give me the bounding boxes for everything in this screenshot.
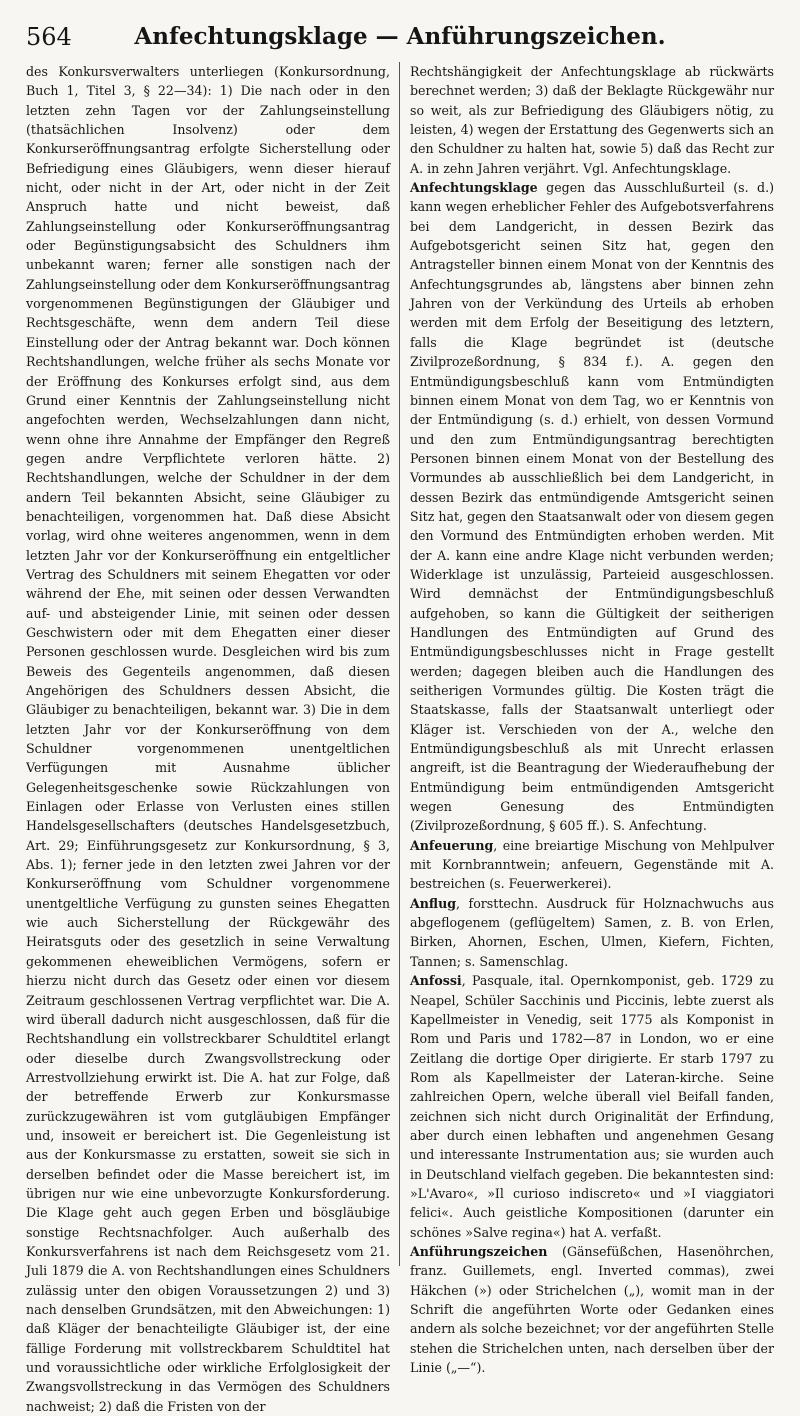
entry-headword: Anfechtungsklage — [410, 180, 538, 196]
dictionary-entry — [410, 178, 774, 836]
entry-body: , Pasquale, ital. Opernkomponist, geb. 1729 zu Neapel, Schüler Sacchinis und Piccinis, lebte zuerst als Kapellmeister in Venedig, seit 1775 als Komponist in Rom und Paris und 1782—87 in London, wo er eine Zeitlang die dortige Oper dirigierte. Er starb 1797 zu Rom als Kapellmeister der Lateran-kirche. Seine zahlreichen Opern, welche überall viel Beifall fanden, zeichnen sich nicht durch Originalität der Erfindung, aber durch einen lebhaften und angenehmen Gesang und interessante Instrumentation aus; sie wurden auch in Deutschland vielfach gegeben. Die bekanntesten sind: »L'Avaro«, »Il curioso indiscreto« und »I viaggiatori felici«. Auch geistliche Kompositionen (darunter ein schönes »Salve regina«) hat A. verfaßt. — [410, 973, 774, 1240]
left-column — [26, 62, 390, 1414]
entry-body: , eine breiartige Mischung von Mehlpulver mit Kornbranntwein; anfeuern, Gegenstände mit A. bestreichen (s. Feuerwerkerei). — [410, 837, 774, 892]
entry-body: gegen das Ausschlußurteil (s. d.) kann wegen erheblicher Fehler des Aufgebotsverfahrens bei dem Landgericht, in dessen Bezirk das Aufgebotsgericht seinen Sitz hat, gegen den Antragsteller binnen einem Monat von der Kenntnis des Anfechtungsgrundes ab, längstens aber binnen zehn Jahren von der Verkündung des Urteils ab erhoben werden mit dem Erfolg der Beseitigung des letztern, falls die Klage begründet ist (deutsche Zivilprozeßordnung, § 834 f.). A. gegen den Entmündigungsbeschluß kann vom Entmündigten binnen einem Monat von dem Tag, wo er Kenntnis von der Entmündigung (s. d.) erhielt, von dessen Vormund und den zum Entmündigungsantrag berechtigten Personen binnen einem Monat von der Bestellung des Vormundes ab ausschließlich bei dem Landgericht, in dessen Bezirk das entmündigende Amtsgericht seinen Sitz hat, gegen den Staatsanwalt oder von diesem gegen den Vormund des Entmündigten erhoben werden. Mit der A. kann eine andre Klage nicht verbunden werden; Widerklage ist unzulässig, Parteieid ausgeschlossen. Wird demnächst der Entmündigungsbeschluß aufgehoben, so kann die Gültigkeit der seitherigen Handlungen des Entmündigten auf Grund des Entmündigungsbeschlusses nicht in Frage gestellt werden; dagegen bleiben auch die Handlungen des seitherigen Vormundes gültig. Die Kosten trägt die Staatskasse, falls der Staatsanwalt unterliegt oder Kläger ist. Verschieden von der A., welche den Entmündigungsbeschluß als mit Unrecht erlassen angreift, ist die Beantragung der Wiederaufhebung der Entmündigung beim entmündigenden Amtsgericht wegen Genesung des Entmündigten (Zivilprozeßordnung, § 605 ff.). S. Anfechtung. — [410, 180, 774, 834]
column-divider — [399, 62, 400, 1266]
right-column — [410, 62, 774, 1376]
dictionary-entry — [410, 971, 774, 1242]
entry-body: , forsttechn. Ausdruck für Holznachwuchs aus abgeflogenem (geflügeltem) Samen, z. B. von Erlen, Birken, Ahornen, Eschen, Ulmen, Kiefern, Fichten, Tannen; s. Samenschlag. — [410, 895, 774, 969]
dictionary-entry — [410, 1242, 774, 1377]
entry-body: (Gänsefüßchen, Hasenöhrchen, franz. Guillemets, engl. Inverted commas), zwei Häkchen (») oder Strichelchen („), womit man in der Schrift die angeführten Worte oder Gedanken eines andern als solche bezeichnet; vor der angeführten Stelle stehen die Strichelchen unten, nach derselben über der Linie („—“). — [410, 1243, 774, 1376]
dictionary-entry — [410, 836, 774, 894]
entry-headword: Anführungszeichen — [410, 1243, 548, 1259]
text-columns — [26, 62, 774, 1414]
entry-headword: Anfeuerung — [410, 837, 494, 853]
page-number: 564 — [26, 23, 72, 51]
entry-headword: Anflug — [410, 895, 457, 911]
page-header — [26, 20, 774, 56]
running-title: Anfechtungsklage — Anführungszeichen. — [134, 23, 666, 50]
left-column-text: des Konkursverwalters unterliegen (Konkursordnung, Buch 1, Titel 3, § 22—34): 1) Die nach oder in den letzten zehn Tagen vor der Zahlungseinstellung (thatsächlichen Insolvenz) oder dem Konkurseröffnungsantrag erfolgte Sicherstellung oder Befriedigung eines Gläubigers, wenn dieser hierauf nicht, oder nicht in der Art, oder nicht in der Zeit Anspruch hatte und nicht beweist, daß Zahlungseinstellung oder Konkurseröffnungsantrag oder Begünstigungsabsicht des Schuldners ihm unbekannt waren; ferner alle sonstigen nach der Zahlungseinstellung oder dem Konkurseröffnungsantrag vorgenommenen Begünstigungen der Gläubiger und Rechtsgeschäfte, wenn dem andern Teil diese Einstellung oder der Antrag bekannt war. Doch können Rechtshandlungen, welche früher als sechs Monate vor der Eröffnung des Konkurses erfolgt sind, aus dem Grund einer Kenntnis der Zahlungseinstellung nicht angefochten werden, Wechselzahlungen dann nicht, wenn ohne ihre Annahme der Empfänger den Regreß gegen andre Verpflichtete verloren hätte. 2) Rechtshandlungen, welche der Schuldner in der dem andern Teil bekannten Absicht, seine Gläubiger zu benachteiligen, vorgenommen hat. Daß diese Absicht vorlag, wird ohne weiteres angenommen, wenn in dem letzten Jahr vor der Konkurseröffnung ein entgeltlicher Vertrag des Schuldners mit seinem Ehegatten vor oder während der Ehe, mit seinen oder dessen Verwandten auf- und absteigender Linie, mit seinen oder dessen Geschwistern oder mit dem Ehegatten einer dieser Personen geschlossen wurde. Desgleichen wird bis zum Beweis des Gegenteils angenommen, daß diesen Angehörigen des Schuldners dessen Absicht, die Gläubiger zu benachteiligen, bekannt war. 3) Die in dem letzten Jahr vor der Konkurseröffnung von dem Schuldner vorgenommenen unentgeltlichen Verfügungen mit Ausnahme üblicher Gelegenheitsgeschenke sowie Rückzahlungen von Einlagen oder Erlasse von Verlusten eines stillen Handelsgesellschafters (deutsches Handelsgesetzbuch, Art. 29; Einführungsgesetz zur Konkursordnung, § 3, Abs. 1); ferner jede in den letzten zwei Jahren vor der Konkurseröffnung vom Schuldner vorgenommene unentgeltliche Verfügung zu gunsten seines Ehegatten wie auch Sicherstellung der Rückgewähr des Heiratsguts oder des gesetzlich in seine Verwaltung gekommenen eheweiblichen Vermögens, sofern er hierzu nicht durch das Gesetz oder einen vor diesem Zeitraum geschlossenen Vertrag verpflichtet war. Die A. wird überall dadurch nicht ausgeschlossen, daß für die Rechtshandlung ein vollstreckbarer Schuldtitel erlangt oder dieselbe durch Zwangsvollstreckung oder Arrestvollziehung erwirkt ist. Die A. hat zur Folge, daß der betreffende Erwerb zur Konkursmasse zurückzugewähren ist vom gutgläubigen Empfänger und, insoweit er bereichert ist. Die Gegenleistung ist aus der Konkursmasse zu erstatten, soweit sie sich in derselben befindet oder die Masse bereichert ist, im übrigen nur wie eine unbevorzugte Konkursforderung. Die Klage geht auch gegen Erben und bösgläubige sonstige Rechtsnachfolger. Auch außerhalb des Konkursverfahrens ist nach dem Reichsgesetz vom 21. Juli 1879 die A. von Rechtshandlungen eines Schuldners zulässig unter den obigen Voraussetzungen 2) und 3) nach denselben Grundsätzen, mit den Abweichungen: 1) daß Kläger der benachteiligte Gläubiger ist, der eine fällige Forderung mit vollstreckbarem Schuldtitel hat und voraussichtliche oder wirkliche Erfolglosigkeit der Zwangsvollstreckung in das Vermögen des Schuldners nachweist; 2) daß die Fristen von der — [26, 64, 390, 1414]
dictionary-entry — [410, 894, 774, 971]
entry-headword: Anfossi — [410, 973, 462, 989]
continuation-paragraph: Rechtshängigkeit der Anfechtungsklage ab rückwärts berechnet werden; 3) daß der Beklagte Rückgewähr nur so weit, als zur Befriedigung des Gläubigers nötig, zu leisten, 4) wegen der Erstattung des Gegenwerts sich an den Schuldner zu halten hat, sowie 5) daß das Recht zur A. in zehn Jahren verjährt. Vgl. Anfechtungsklage. — [410, 64, 774, 176]
